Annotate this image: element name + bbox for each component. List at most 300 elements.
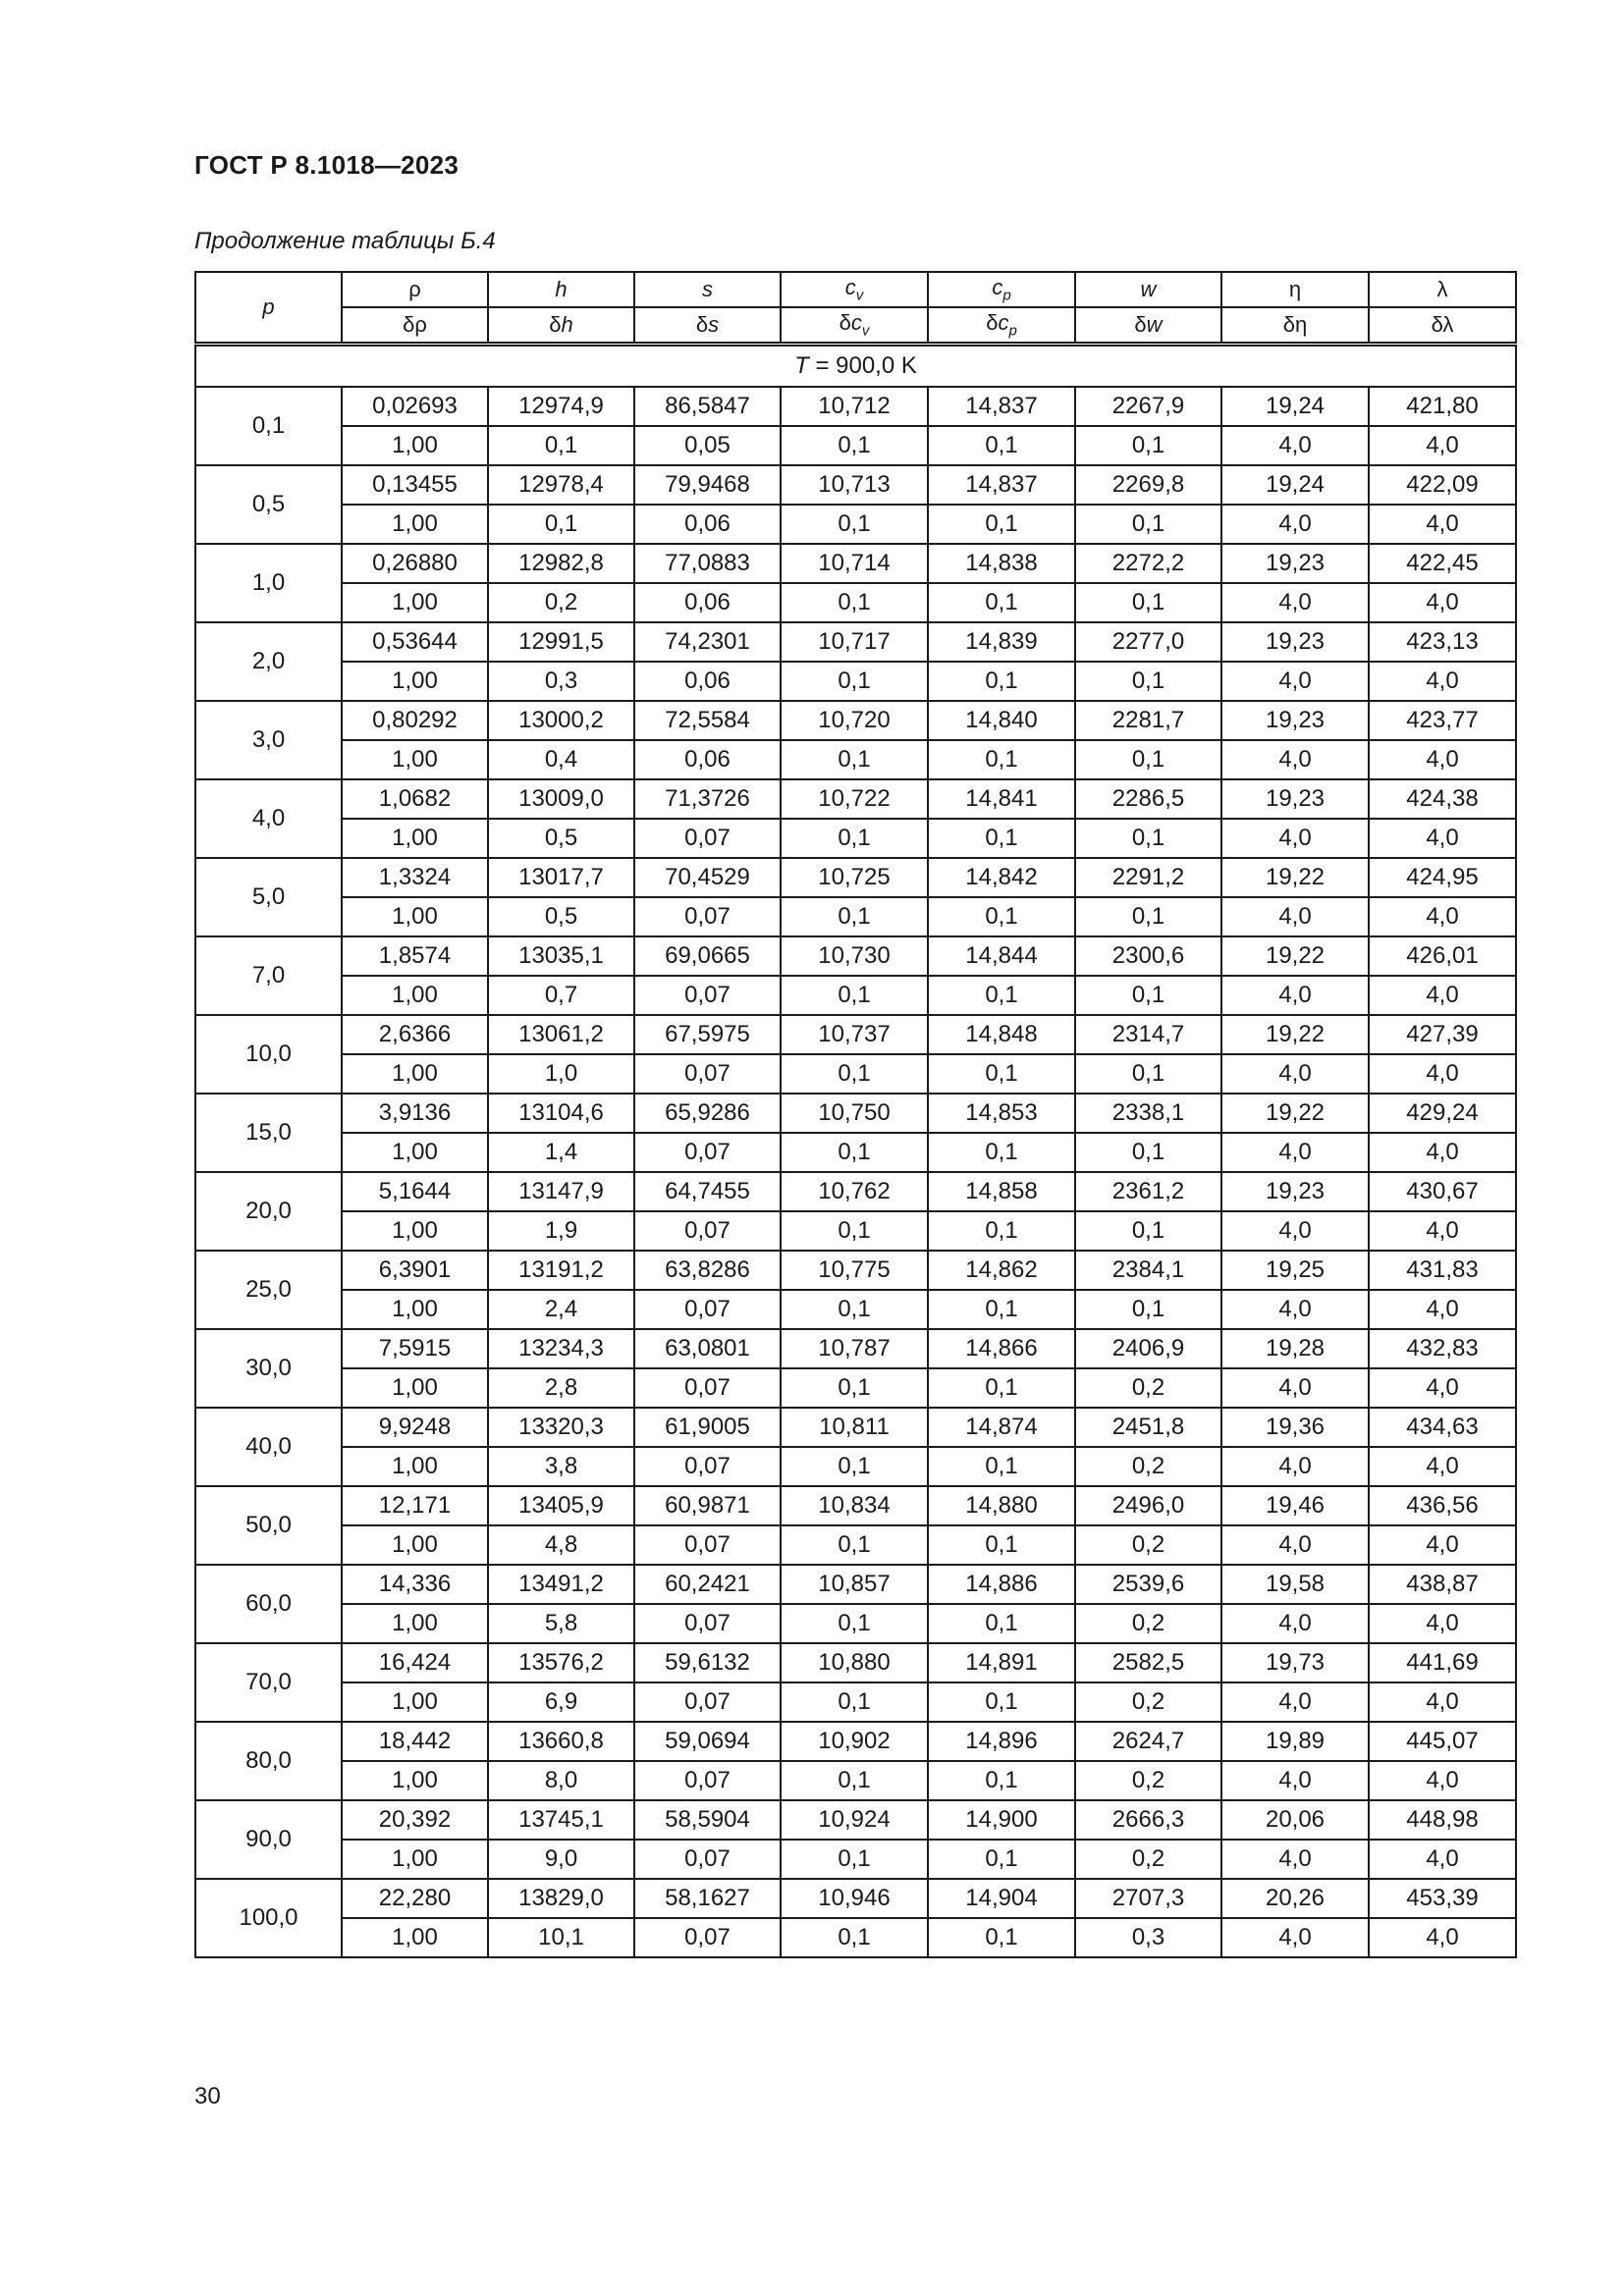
value-cell: 2496,0	[1075, 1486, 1221, 1525]
uncertainty-cell: 0,07	[634, 1054, 781, 1094]
header-uncertainty	[928, 307, 1075, 345]
value-cell: 79,9468	[634, 465, 781, 505]
delta-prefix: δ	[1431, 311, 1443, 337]
header-symbol: s	[702, 276, 713, 301]
uncertainty-cell: 4,0	[1369, 1604, 1516, 1643]
value-cell: 14,837	[928, 465, 1075, 505]
value-cell: 14,841	[928, 779, 1075, 819]
table-row	[195, 544, 1516, 583]
table-row-uncertainty	[195, 1133, 1516, 1172]
value-cell: 2281,7	[1075, 701, 1221, 740]
uncertainty-cell: 0,1	[488, 505, 634, 544]
value-cell: 448,98	[1369, 1800, 1516, 1840]
uncertainty-cell: 0,2	[1075, 1368, 1221, 1408]
temperature-symbol: T	[794, 351, 809, 379]
pressure-cell: 40,0	[195, 1408, 342, 1486]
table-row	[195, 1172, 1516, 1211]
header-symbol: λ	[1436, 276, 1448, 301]
value-cell: 12982,8	[488, 544, 634, 583]
uncertainty-cell: 0,1	[1075, 583, 1221, 622]
value-cell: 10,730	[781, 936, 928, 976]
uncertainty-cell: 0,1	[928, 1761, 1075, 1800]
uncertainty-cell: 0,1	[928, 1918, 1075, 1957]
value-cell: 430,67	[1369, 1172, 1516, 1211]
uncertainty-cell: 0,7	[488, 976, 634, 1015]
value-cell: 2272,2	[1075, 544, 1221, 583]
header-symbol: λ	[1442, 311, 1454, 337]
uncertainty-cell: 0,07	[634, 1918, 781, 1957]
value-cell: 14,866	[928, 1329, 1075, 1368]
pressure-cell: 70,0	[195, 1643, 342, 1722]
uncertainty-cell: 0,07	[634, 1761, 781, 1800]
table-row	[195, 622, 1516, 662]
value-cell: 19,22	[1221, 1015, 1369, 1054]
value-cell: 10,720	[781, 701, 928, 740]
value-cell: 19,22	[1221, 1094, 1369, 1133]
value-cell: 13009,0	[488, 779, 634, 819]
table-row	[195, 1015, 1516, 1054]
uncertainty-cell: 0,1	[1075, 740, 1221, 779]
value-cell: 64,7455	[634, 1172, 781, 1211]
pressure-cell: 0,1	[195, 387, 342, 465]
uncertainty-cell: 4,0	[1221, 897, 1369, 936]
value-cell: 13061,2	[488, 1015, 634, 1054]
delta-prefix: δ	[403, 311, 415, 337]
table-row	[195, 858, 1516, 897]
header-uncertainty	[1221, 307, 1369, 345]
table-row	[195, 1094, 1516, 1133]
uncertainty-cell: 1,00	[342, 1133, 488, 1172]
uncertainty-cell: 0,2	[1075, 1525, 1221, 1565]
table-row	[195, 387, 1516, 426]
uncertainty-cell: 1,00	[342, 1525, 488, 1565]
uncertainty-cell: 4,0	[1369, 1918, 1516, 1957]
uncertainty-cell: 0,06	[634, 583, 781, 622]
uncertainty-cell: 0,1	[928, 1604, 1075, 1643]
header-subscript: p	[1008, 321, 1017, 339]
value-cell: 10,787	[781, 1329, 928, 1368]
uncertainty-cell: 0,1	[781, 1761, 928, 1800]
header-pressure: p	[195, 272, 342, 345]
value-cell: 2451,8	[1075, 1408, 1221, 1447]
header-quantity	[1221, 272, 1369, 307]
value-cell: 14,880	[928, 1486, 1075, 1525]
table-row-uncertainty	[195, 1682, 1516, 1722]
table-row	[195, 1408, 1516, 1447]
pressure-cell: 100,0	[195, 1879, 342, 1957]
value-cell: 453,39	[1369, 1879, 1516, 1918]
value-cell: 20,26	[1221, 1879, 1369, 1918]
value-cell: 13191,2	[488, 1251, 634, 1290]
value-cell: 19,23	[1221, 1172, 1369, 1211]
table-row	[195, 1565, 1516, 1604]
pressure-cell: 30,0	[195, 1329, 342, 1408]
table-row	[195, 1251, 1516, 1290]
header-symbol: ρ	[408, 276, 421, 301]
uncertainty-cell: 0,1	[928, 897, 1075, 936]
uncertainty-cell: 1,00	[342, 740, 488, 779]
value-cell: 2707,3	[1075, 1879, 1221, 1918]
uncertainty-cell: 4,0	[1369, 1054, 1516, 1094]
value-cell: 2267,9	[1075, 387, 1221, 426]
uncertainty-cell: 4,0	[1369, 426, 1516, 465]
uncertainty-cell: 0,1	[781, 505, 928, 544]
uncertainty-cell: 0,07	[634, 1368, 781, 1408]
uncertainty-cell: 1,0	[488, 1054, 634, 1094]
value-cell: 438,87	[1369, 1565, 1516, 1604]
uncertainty-cell: 0,1	[1075, 976, 1221, 1015]
uncertainty-cell: 4,0	[1221, 1525, 1369, 1565]
value-cell: 10,834	[781, 1486, 928, 1525]
value-cell: 19,36	[1221, 1408, 1369, 1447]
uncertainty-cell: 1,00	[342, 1918, 488, 1957]
pressure-cell: 20,0	[195, 1172, 342, 1251]
value-cell: 14,839	[928, 622, 1075, 662]
value-cell: 14,900	[928, 1800, 1075, 1840]
uncertainty-cell: 4,0	[1221, 1840, 1369, 1879]
table-row	[195, 779, 1516, 819]
value-cell: 14,336	[342, 1565, 488, 1604]
uncertainty-cell: 1,00	[342, 1290, 488, 1329]
uncertainty-cell: 0,2	[1075, 1682, 1221, 1722]
value-cell: 63,8286	[634, 1251, 781, 1290]
uncertainty-cell: 0,1	[928, 1133, 1075, 1172]
header-quantity	[342, 272, 488, 307]
value-cell: 445,07	[1369, 1722, 1516, 1761]
uncertainty-cell: 0,1	[1075, 1211, 1221, 1251]
uncertainty-cell: 4,0	[1369, 583, 1516, 622]
value-cell: 423,13	[1369, 622, 1516, 662]
uncertainty-cell: 1,00	[342, 1682, 488, 1722]
delta-prefix: δ	[1282, 311, 1295, 337]
header-subscript: v	[861, 321, 870, 339]
table-row-uncertainty	[195, 1525, 1516, 1565]
uncertainty-cell: 0,1	[781, 583, 928, 622]
header-quantity	[781, 272, 928, 307]
value-cell: 7,5915	[342, 1329, 488, 1368]
value-cell: 0,80292	[342, 701, 488, 740]
uncertainty-cell: 0,1	[781, 897, 928, 936]
table-row-uncertainty	[195, 1604, 1516, 1643]
uncertainty-cell: 4,0	[1369, 1290, 1516, 1329]
table-row	[195, 701, 1516, 740]
header-row-values	[195, 272, 1516, 307]
header-uncertainty	[634, 307, 781, 345]
header-symbol: h	[555, 276, 568, 301]
table-row-uncertainty	[195, 505, 1516, 544]
uncertainty-cell: 0,06	[634, 662, 781, 701]
uncertainty-cell: 0,1	[781, 1211, 928, 1251]
value-cell: 19,28	[1221, 1329, 1369, 1368]
uncertainty-cell: 0,1	[928, 662, 1075, 701]
value-cell: 421,80	[1369, 387, 1516, 426]
value-cell: 2384,1	[1075, 1251, 1221, 1290]
value-cell: 1,3324	[342, 858, 488, 897]
uncertainty-cell: 0,1	[928, 740, 1075, 779]
value-cell: 2269,8	[1075, 465, 1221, 505]
uncertainty-cell: 4,0	[1369, 740, 1516, 779]
uncertainty-cell: 0,1	[1075, 819, 1221, 858]
value-cell: 12,171	[342, 1486, 488, 1525]
table-row	[195, 465, 1516, 505]
table-row-uncertainty	[195, 1918, 1516, 1957]
value-cell: 14,896	[928, 1722, 1075, 1761]
value-cell: 431,83	[1369, 1251, 1516, 1290]
header-uncertainty	[1075, 307, 1221, 345]
value-cell: 2291,2	[1075, 858, 1221, 897]
table-row	[195, 1879, 1516, 1918]
header-uncertainty	[781, 307, 928, 345]
uncertainty-cell: 0,07	[634, 1133, 781, 1172]
uncertainty-cell: 0,1	[928, 976, 1075, 1015]
uncertainty-cell: 0,07	[634, 1211, 781, 1251]
value-cell: 2624,7	[1075, 1722, 1221, 1761]
uncertainty-cell: 0,2	[1075, 1604, 1221, 1643]
header-row-uncertainty	[195, 307, 1516, 345]
table-row-uncertainty	[195, 1290, 1516, 1329]
document-code: ГОСТ Р 8.1018—2023	[194, 150, 460, 180]
uncertainty-cell: 4,0	[1221, 1918, 1369, 1957]
value-cell: 13745,1	[488, 1800, 634, 1840]
value-cell: 2539,6	[1075, 1565, 1221, 1604]
uncertainty-cell: 4,0	[1221, 819, 1369, 858]
uncertainty-cell: 0,1	[488, 426, 634, 465]
table-row-uncertainty	[195, 897, 1516, 936]
data-table	[194, 271, 1517, 1958]
uncertainty-cell: 0,2	[488, 583, 634, 622]
uncertainty-cell: 1,00	[342, 819, 488, 858]
value-cell: 59,0694	[634, 1722, 781, 1761]
uncertainty-cell: 8,0	[488, 1761, 634, 1800]
uncertainty-cell: 4,0	[1369, 1211, 1516, 1251]
value-cell: 2,6366	[342, 1015, 488, 1054]
header-symbol: c	[992, 274, 1003, 299]
uncertainty-cell: 4,0	[1369, 819, 1516, 858]
value-cell: 12991,5	[488, 622, 634, 662]
uncertainty-cell: 1,00	[342, 976, 488, 1015]
value-cell: 20,06	[1221, 1800, 1369, 1840]
uncertainty-cell: 0,1	[781, 1133, 928, 1172]
uncertainty-cell: 0,07	[634, 1525, 781, 1565]
uncertainty-cell: 0,06	[634, 740, 781, 779]
uncertainty-cell: 0,07	[634, 976, 781, 1015]
header-symbol: w	[1146, 311, 1163, 337]
value-cell: 13491,2	[488, 1565, 634, 1604]
header-quantity	[928, 272, 1075, 307]
value-cell: 13147,9	[488, 1172, 634, 1211]
table-body	[195, 272, 1516, 1957]
uncertainty-cell: 4,0	[1369, 662, 1516, 701]
uncertainty-cell: 4,0	[1369, 1368, 1516, 1408]
value-cell: 19,22	[1221, 858, 1369, 897]
value-cell: 2406,9	[1075, 1329, 1221, 1368]
value-cell: 10,714	[781, 544, 928, 583]
uncertainty-cell: 0,1	[928, 1840, 1075, 1879]
value-cell: 9,9248	[342, 1408, 488, 1447]
uncertainty-cell: 4,0	[1369, 897, 1516, 936]
value-cell: 18,442	[342, 1722, 488, 1761]
uncertainty-cell: 0,1	[1075, 662, 1221, 701]
value-cell: 0,02693	[342, 387, 488, 426]
table-row	[195, 936, 1516, 976]
uncertainty-cell: 0,1	[928, 1211, 1075, 1251]
value-cell: 14,891	[928, 1643, 1075, 1682]
value-cell: 67,5975	[634, 1015, 781, 1054]
value-cell: 65,9286	[634, 1094, 781, 1133]
uncertainty-cell: 0,1	[781, 1604, 928, 1643]
table-caption: Продолжение таблицы Б.4	[194, 228, 496, 254]
header-quantity	[1075, 272, 1221, 307]
uncertainty-cell: 0,1	[781, 1447, 928, 1486]
uncertainty-cell: 1,4	[488, 1133, 634, 1172]
table-row-uncertainty	[195, 1211, 1516, 1251]
uncertainty-cell: 4,0	[1221, 1368, 1369, 1408]
value-cell: 434,63	[1369, 1408, 1516, 1447]
uncertainty-cell: 0,1	[781, 1054, 928, 1094]
value-cell: 10,902	[781, 1722, 928, 1761]
value-cell: 12974,9	[488, 387, 634, 426]
value-cell: 6,3901	[342, 1251, 488, 1290]
header-symbol: h	[561, 311, 573, 337]
uncertainty-cell: 0,3	[488, 662, 634, 701]
value-cell: 436,56	[1369, 1486, 1516, 1525]
uncertainty-cell: 4,0	[1221, 583, 1369, 622]
table-row-uncertainty	[195, 1368, 1516, 1408]
header-quantity	[1369, 272, 1516, 307]
value-cell: 10,811	[781, 1408, 928, 1447]
header-symbol: ρ	[414, 311, 427, 337]
table-row	[195, 1722, 1516, 1761]
uncertainty-cell: 4,0	[1369, 1682, 1516, 1722]
value-cell: 10,857	[781, 1565, 928, 1604]
pressure-cell: 3,0	[195, 701, 342, 779]
value-cell: 10,712	[781, 387, 928, 426]
pressure-cell: 10,0	[195, 1015, 342, 1094]
uncertainty-cell: 0,07	[634, 1682, 781, 1722]
uncertainty-cell: 0,06	[634, 505, 781, 544]
value-cell: 60,2421	[634, 1565, 781, 1604]
uncertainty-cell: 3,8	[488, 1447, 634, 1486]
uncertainty-cell: 0,1	[781, 662, 928, 701]
uncertainty-cell: 4,0	[1369, 1133, 1516, 1172]
pressure-cell: 5,0	[195, 858, 342, 936]
uncertainty-cell: 1,00	[342, 1604, 488, 1643]
value-cell: 14,842	[928, 858, 1075, 897]
uncertainty-cell: 4,0	[1221, 976, 1369, 1015]
value-cell: 72,5584	[634, 701, 781, 740]
table-row-uncertainty	[195, 662, 1516, 701]
value-cell: 441,69	[1369, 1643, 1516, 1682]
table-row-uncertainty	[195, 1840, 1516, 1879]
value-cell: 19,46	[1221, 1486, 1369, 1525]
value-cell: 19,25	[1221, 1251, 1369, 1290]
value-cell: 20,392	[342, 1800, 488, 1840]
value-cell: 69,0665	[634, 936, 781, 976]
uncertainty-cell: 1,00	[342, 426, 488, 465]
value-cell: 0,53644	[342, 622, 488, 662]
uncertainty-cell: 5,8	[488, 1604, 634, 1643]
uncertainty-cell: 0,1	[781, 819, 928, 858]
header-quantity	[488, 272, 634, 307]
value-cell: 3,9136	[342, 1094, 488, 1133]
value-cell: 19,58	[1221, 1565, 1369, 1604]
uncertainty-cell: 2,8	[488, 1368, 634, 1408]
table-row-uncertainty	[195, 819, 1516, 858]
uncertainty-cell: 1,00	[342, 897, 488, 936]
value-cell: 423,77	[1369, 701, 1516, 740]
uncertainty-cell: 0,1	[781, 976, 928, 1015]
value-cell: 2338,1	[1075, 1094, 1221, 1133]
value-cell: 10,713	[781, 465, 928, 505]
table-row	[195, 1329, 1516, 1368]
value-cell: 19,24	[1221, 387, 1369, 426]
table-row-uncertainty	[195, 1054, 1516, 1094]
uncertainty-cell: 4,0	[1369, 1840, 1516, 1879]
pressure-cell: 4,0	[195, 779, 342, 858]
uncertainty-cell: 0,07	[634, 1840, 781, 1879]
table-row	[195, 1800, 1516, 1840]
value-cell: 19,23	[1221, 544, 1369, 583]
delta-prefix: δ	[839, 309, 851, 335]
uncertainty-cell: 0,1	[928, 426, 1075, 465]
value-cell: 58,5904	[634, 1800, 781, 1840]
value-cell: 14,862	[928, 1251, 1075, 1290]
uncertainty-cell: 0,1	[928, 1054, 1075, 1094]
header-symbol: w	[1140, 276, 1157, 301]
value-cell: 70,4529	[634, 858, 781, 897]
value-cell: 429,24	[1369, 1094, 1516, 1133]
value-cell: 13000,2	[488, 701, 634, 740]
delta-prefix: δ	[1134, 311, 1147, 337]
uncertainty-cell: 4,0	[1369, 1761, 1516, 1800]
value-cell: 19,23	[1221, 779, 1369, 819]
value-cell: 10,924	[781, 1800, 928, 1840]
uncertainty-cell: 4,0	[1369, 1525, 1516, 1565]
value-cell: 19,89	[1221, 1722, 1369, 1761]
uncertainty-cell: 0,2	[1075, 1447, 1221, 1486]
value-cell: 10,880	[781, 1643, 928, 1682]
value-cell: 14,840	[928, 701, 1075, 740]
uncertainty-cell: 0,07	[634, 819, 781, 858]
uncertainty-cell: 0,1	[928, 1290, 1075, 1329]
value-cell: 13104,6	[488, 1094, 634, 1133]
value-cell: 19,23	[1221, 701, 1369, 740]
value-cell: 10,750	[781, 1094, 928, 1133]
uncertainty-cell: 0,4	[488, 740, 634, 779]
pressure-cell: 7,0	[195, 936, 342, 1015]
uncertainty-cell: 0,1	[781, 1290, 928, 1329]
value-cell: 10,775	[781, 1251, 928, 1290]
uncertainty-cell: 0,1	[928, 1682, 1075, 1722]
value-cell: 13035,1	[488, 936, 634, 976]
uncertainty-cell: 1,00	[342, 583, 488, 622]
delta-prefix: δ	[986, 309, 999, 335]
header-symbol: η	[1295, 311, 1308, 337]
value-cell: 14,886	[928, 1565, 1075, 1604]
value-cell: 427,39	[1369, 1015, 1516, 1054]
value-cell: 14,837	[928, 387, 1075, 426]
value-cell: 422,45	[1369, 544, 1516, 583]
uncertainty-cell: 0,1	[928, 1368, 1075, 1408]
value-cell: 12978,4	[488, 465, 634, 505]
value-cell: 13660,8	[488, 1722, 634, 1761]
value-cell: 2277,0	[1075, 622, 1221, 662]
header-symbol: s	[708, 311, 720, 337]
pressure-cell: 50,0	[195, 1486, 342, 1565]
uncertainty-cell: 4,8	[488, 1525, 634, 1565]
pressure-cell: 60,0	[195, 1565, 342, 1643]
table-row-uncertainty	[195, 1447, 1516, 1486]
